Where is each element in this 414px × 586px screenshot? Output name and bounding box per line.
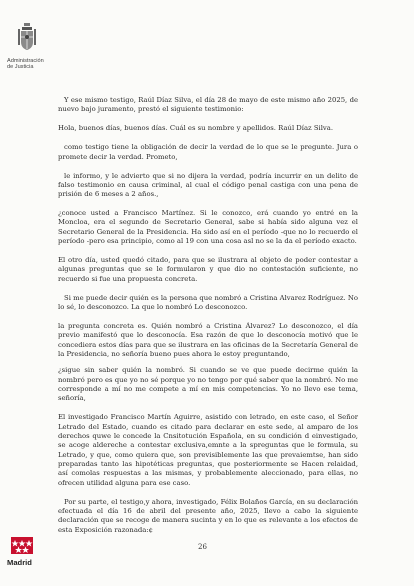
spain-coat-of-arms-icon — [17, 22, 37, 52]
paragraph: como testigo tiene la obligación de decir la verdad de lo que se le pregunte. Jura o promete decir la verdad. Prometo, — [58, 143, 358, 161]
madrid-logo-icon — [11, 537, 33, 554]
paragraph: la pregunta concreta es. Quién nombró a Cristina Álvarez? Lo desconozco, el día previo manifestó que lo desconocía. Esa razón de que lo desconocía motivó que le concediera estos días para que se ilustrara en las oficinas de la Secretaría General de la Presidencia, no señoría bueno pues ahora le estoy preguntando, — [58, 322, 358, 359]
paragraph: ¿conoce usted a Francisco Martínez. Si le conozco, erá cuando yo entré en la Moncloa, era el segundo de Secretario General, sabe si había sido alguna vez el Secretario General de la Presidencia. Ha sido así en el período -que no lo recuerdo el período -pero esa principio, como al 19 con una cosa asl no se la da el período exacto. — [58, 209, 358, 246]
paragraph: Por su parte, el testigo,y ahora, investigado, Félix Bolaños García, en su declaración efectuada el día 16 de abril del presente año, 2025, llevo a cabo la siguiente declaración que se recoge de manera sucinta y en lo que es relevante a los efectos de esta Exposición razonada:¢ — [58, 497, 358, 534]
paragraph: El investigado Francisco Martín Aguirre, asistido con letrado, en este caso, el Señor Letrado del Estado, cuando es citado para declarar en este sede, al amparo de los derechos quwe le concede la Cnsitotución Española, en su condición d einvestigado, se acoge aldereche a contestar exclusiva,emnte a la spreguntas que le formula, su Letrado, y que, como quiera que, son previsiblemente las que prevaiemtse, han sido preparadas tanto las hipotéticas preguntas, que posteriormente se Hacen relaidad, así comolas respuestas a las mismas, y probablemente aleccionado, para ellas, no ofrecen utilidad alguna para ese caso. — [58, 413, 358, 487]
organization-name — [7, 58, 55, 71]
paragraph: Y ese mismo testigo, Raúl Díaz Silva, el día 28 de mayo de este mismo año 2025, de nuevo bajo juramento, prestó el siguiente testimonio: — [58, 96, 358, 114]
organization-line-2: de Justicia — [7, 64, 34, 71]
paragraph: Hola, buenos días, buenos días. Cuál es su nombre y apellidos. Raúl Díaz Silva. — [58, 124, 334, 133]
madrid-logo-text: Madrid — [7, 558, 32, 567]
paragraph: le informo, y le advierto que si no dijera la verdad, podría incurrir en un delito de falso testimonio en causa criminal, al cual el código penal castiga con una pena de prisión de 6 meses a 2 años., — [58, 171, 358, 199]
page-number: 26 — [198, 543, 207, 551]
organization-line-1: Administración — [7, 58, 44, 64]
paragraph: ¿sigue sin saber quién la nombró. Si cuando se ve que puede decirme quién la nombró pero es que yo no sé porque yo no tengo por qué saber que la nombró. No me corresponde a mí no me compete a mí en mis competencias. Yo no llevo ese tema, señoría, — [58, 366, 358, 403]
paragraph: El otro día, usted quedó citado, para que se ilustrara al objeto de poder contestar a algunas preguntas que se le formularon y que dio no contestación suficiente, no recuerdo si fue una propuesta concreta. — [58, 256, 358, 283]
document-body — [58, 96, 358, 545]
paragraph: Si me puede decir quién es la persona que nombró a Cristina Alvarez Rodríguez. No lo sé, lo desconozco. La que lo nombró Lo desconozco. — [58, 293, 358, 312]
